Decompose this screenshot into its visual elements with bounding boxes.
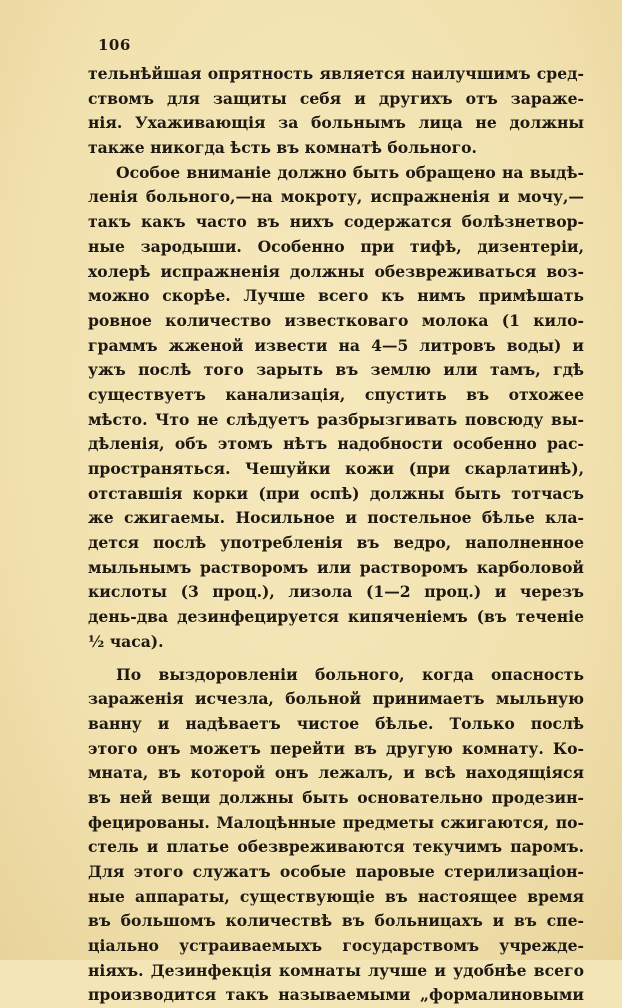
text-line: ные зародыши. Особенно при тифѣ, дизентеріи,	[88, 235, 584, 260]
text-line: день-два дезинфецируется кипяченіемъ (въ теченіе	[88, 605, 584, 630]
text-line: мыльнымъ растворомъ или растворомъ карболовой	[88, 556, 584, 581]
text-line: въ ней вещи должны быть основательно продезин-	[88, 786, 584, 811]
text-line: пространяться. Чешуйки кожи (при скарлатинѣ),	[88, 457, 584, 482]
text-line: можно скорѣе. Лучше всего къ нимъ примѣшать	[88, 284, 584, 309]
text-line: тельнѣйшая опрятность является наилучшимъ сред-	[88, 62, 584, 87]
page-number: 106	[98, 36, 131, 54]
text-line: ленія больного,—на мокроту, испражненія и мочу,—	[88, 185, 584, 210]
text-line: По выздоровленіи больного, когда опасность	[88, 663, 584, 688]
text-line: ванну и надѣваетъ чистое бѣлье. Только послѣ	[88, 712, 584, 737]
text-line: отставшія корки (при оспѣ) должны быть тотчасъ	[88, 482, 584, 507]
body-text	[88, 62, 584, 1008]
text-line: также никогда ѣсть въ комнатѣ больного.	[88, 136, 584, 161]
text-line: такъ какъ часто въ нихъ содержатся болѣзнетвор-	[88, 210, 584, 235]
text-line: ствомъ для защиты себя и другихъ отъ зараже-	[88, 87, 584, 112]
text-line: кислоты (3 проц.), лизола (1—2 проц.) и черезъ	[88, 580, 584, 605]
text-line: этого онъ можетъ перейти въ другую комнату. Ко-	[88, 737, 584, 762]
text-line: мѣсто. Что не слѣдуетъ разбрызгивать повсюду вы-	[88, 408, 584, 433]
text-line: дется послѣ употребленія въ ведро, наполненное	[88, 531, 584, 556]
text-line: ные аппараты, существующіе въ настоящее время	[88, 885, 584, 910]
text-line: фецированы. Малоцѣнные предметы сжигаются, по-	[88, 811, 584, 836]
text-line: зараженія исчезла, больной принимаетъ мыльную	[88, 687, 584, 712]
text-line: нія. Ухаживающія за больнымъ лица не должны	[88, 111, 584, 136]
text-line: дѣленія, объ этомъ нѣтъ надобности особенно рас-	[88, 432, 584, 457]
paragraph	[88, 62, 584, 161]
paragraph	[88, 663, 584, 1008]
text-line: ½ часа).	[88, 630, 584, 655]
text-line: существуетъ канализація, спустить въ отхожее	[88, 383, 584, 408]
text-line: ніяхъ. Дезинфекція комнаты лучше и удобнѣе всего	[88, 959, 584, 984]
text-line: производится такъ называемыми „формалиновыми	[88, 983, 584, 1008]
text-line: стель и платье обезвреживаются текучимъ паромъ.	[88, 835, 584, 860]
text-line: ровное количество известковаго молока (1 кило-	[88, 309, 584, 334]
text-line: въ большомъ количествѣ въ больницахъ и въ спе-	[88, 909, 584, 934]
text-line: Особое вниманіе должно быть обращено на выдѣ-	[88, 161, 584, 186]
text-line: граммъ жженой извести на 4—5 литровъ воды) и	[88, 334, 584, 359]
paragraph	[88, 161, 584, 655]
text-line: же сжигаемы. Носильное и постельное бѣлье кла-	[88, 506, 584, 531]
text-line: Для этого служатъ особые паровые стерилизаціон-	[88, 860, 584, 885]
text-line: ціально устраиваемыхъ государствомъ учрежде-	[88, 934, 584, 959]
text-line: ужъ послѣ того зарыть въ землю или тамъ, гдѣ	[88, 358, 584, 383]
text-line: холерѣ испражненія должны обезвреживаться воз-	[88, 260, 584, 285]
text-line: мната, въ которой онъ лежалъ, и всѣ находящіяся	[88, 761, 584, 786]
